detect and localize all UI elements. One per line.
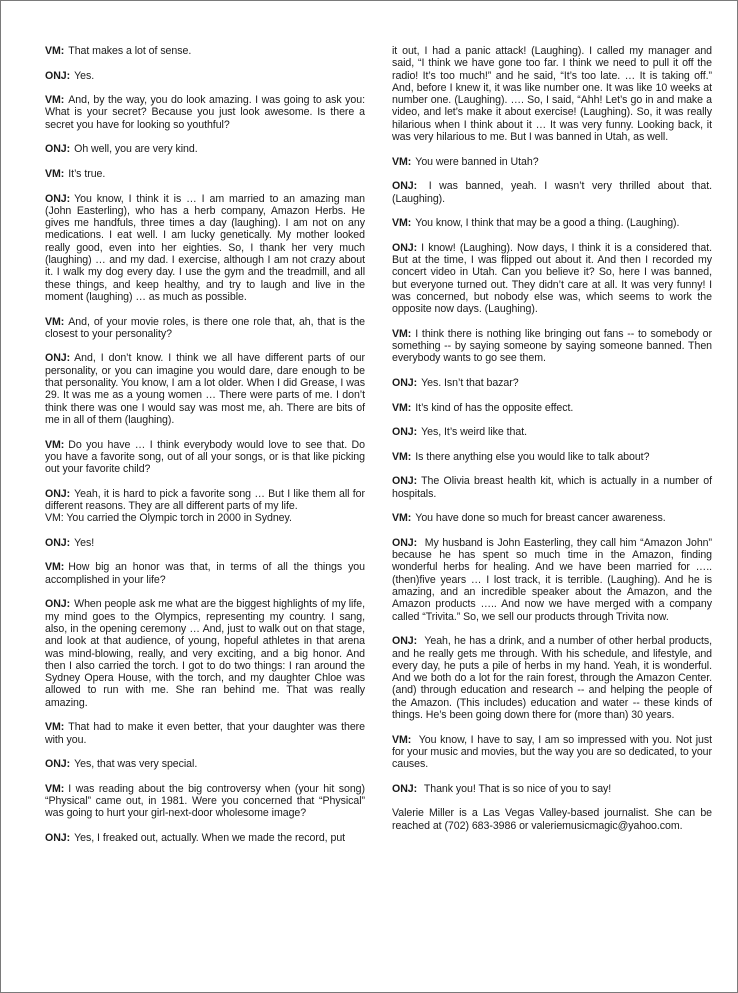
paragraph xyxy=(45,758,365,770)
paragraph-text: Yeah, he has a drink, and a number of other herbal products, and he really gets me through. With his schedule, and lifestyle, and every day, he puts a pile of herbs in my hand. Yeah, it is wonderful. And we both do a lot for the rain forest, through the Amazon Center. (and) through education and research -- and helping the people of the Amazon. (This includes) education and water -- these kinds of things. He’s been going down there for (more than) 30 years. xyxy=(392,635,712,722)
speaker-label: ONJ: xyxy=(45,536,71,549)
paragraph xyxy=(45,783,365,820)
speaker-label: VM: xyxy=(45,721,65,734)
speaker-label: ONJ: xyxy=(45,69,71,82)
paragraph-text: Yes, I freaked out, actually. When we made the record, put xyxy=(74,832,346,844)
paragraph-text: I was banned, yeah. I wasn’t very thrilled about that. (Laughing). xyxy=(392,180,712,205)
paragraph-text: How big an honor was that, in terms of all the things you accomplished in your life? xyxy=(45,561,365,586)
paragraph-text: And, of your movie roles, is there one role that, ah, that is the closest to your personality? xyxy=(45,315,365,340)
speaker-label: ONJ: xyxy=(45,352,71,365)
paragraph-text: Yes. Isn’t that bazar? xyxy=(421,377,519,390)
paragraph-text: You were banned in Utah? xyxy=(415,155,539,168)
speaker-label: VM: xyxy=(45,45,65,57)
speaker-label: ONJ: xyxy=(392,536,418,549)
speaker-label: ONJ: xyxy=(45,758,71,771)
speaker-label: ONJ: xyxy=(392,475,418,488)
speaker-label: VM: xyxy=(45,167,65,180)
paragraph xyxy=(392,512,712,524)
speaker-label: VM: xyxy=(392,217,412,230)
paragraph xyxy=(45,143,365,155)
speaker-label: VM: xyxy=(392,155,412,168)
paragraph xyxy=(45,488,365,525)
speaker-label: VM: xyxy=(45,782,65,795)
paragraph xyxy=(45,439,365,476)
paragraph xyxy=(45,598,365,709)
speaker-label: ONJ: xyxy=(392,635,418,648)
paragraph-text: Do you have … I think everybody would love to see that. Do you have a favorite song, out of all your songs, or is that like picking out your favorite child? xyxy=(45,438,365,476)
speaker-label: VM: xyxy=(392,733,412,746)
paragraph-text: Yes! xyxy=(74,536,95,549)
paragraph xyxy=(392,242,712,316)
speaker-label: VM: xyxy=(45,94,65,107)
speaker-label: VM: xyxy=(392,450,412,463)
speaker-label: VM: xyxy=(392,512,412,525)
paragraph xyxy=(45,168,365,180)
paragraph-text: And, by the way, you do look amazing. I was going to ask you: What is your secret? Because you just look awesome. Is there a secret you have for looking so youthful? xyxy=(45,94,365,131)
paragraph xyxy=(45,352,365,426)
paragraph xyxy=(392,402,712,414)
paragraph xyxy=(392,156,712,168)
paragraph-text: I know! (Laughing). Now days, I think it is a considered that. But at the time, I was flipped out about it. And then I recorded my concert video in Utah. Can you believe it? So, here I was banned, but everyone turned out. They didn’t care at all. It was very funny! I was concerned, but nobody else was, which seems to work the opposite now days. (Laughing). xyxy=(392,241,712,316)
paragraph xyxy=(45,45,365,57)
speaker-label: ONJ: xyxy=(392,426,418,439)
speaker-label: ONJ: xyxy=(392,241,418,254)
speaker-label: ONJ: xyxy=(392,782,418,795)
right-column xyxy=(392,45,712,844)
paragraph-text: Is there anything else you would like to talk about? xyxy=(415,450,650,463)
speaker-label: ONJ: xyxy=(45,832,71,844)
paragraph-text: I was reading about the big controversy when (your hit song) “Physical” came out, in 1981. Were you concerned that “Physical” was going to hurt your girl-next-door wholesome image? xyxy=(45,782,365,820)
paragraph xyxy=(392,426,712,438)
paragraph xyxy=(392,734,712,771)
paragraph xyxy=(392,783,712,795)
left-column xyxy=(45,45,365,857)
paragraph xyxy=(392,537,712,623)
paragraph-text: That makes a lot of sense. xyxy=(68,45,192,57)
paragraph-text: Valerie Miller is a Las Vegas Valley-based journalist. She can be reached at (702) 683-3986 or valeriemusicmagic@yahoo.com. xyxy=(392,807,712,832)
speaker-label: VM: xyxy=(45,438,65,451)
paragraph xyxy=(392,180,712,205)
paragraph xyxy=(392,377,712,389)
paragraph xyxy=(45,70,365,82)
speaker-label: VM: xyxy=(45,561,65,574)
paragraph-text: I think there is nothing like bringing out fans -- to somebody or something -- by saying someone by saying someone banned. Then everybody wants to go see them. xyxy=(392,327,712,365)
paragraph-text: You know, I think that may be a good a thing. (Laughing). xyxy=(415,217,680,230)
paragraph xyxy=(45,94,365,131)
paragraph xyxy=(45,537,365,549)
speaker-label: ONJ: xyxy=(45,192,71,205)
paragraph-text: Yes, that was very special. xyxy=(74,758,198,771)
speaker-label: ONJ: xyxy=(392,377,418,390)
paragraph-extra-line: VM: You carried the Olympic torch in 2000 in Sydney. xyxy=(45,512,292,525)
paragraph xyxy=(392,635,712,721)
speaker-label: ONJ: xyxy=(45,598,71,611)
paragraph xyxy=(45,721,365,746)
paragraph-text: You know, I have to say, I am so impressed with you. Not just for your music and movies, but the way you are so dedicated, to your causes. xyxy=(392,733,712,771)
paragraph xyxy=(45,832,365,844)
paragraph-text: When people ask me what are the biggest highlights of my life, my mind goes to the Olympics, representing my country. I sang, also, in the opening ceremony … And, just to walk out on that stage, and look at that audience, of young, hopeful athletes in that arena was mind-blowing, really, and very exciting, and a big honor. And then I also carried the torch. I got to do two things: I ran around the Sydney Opera House, with the torch, and my daughter Chloe was allowed to run with me. She ran behind me. That was really amazing. xyxy=(45,598,365,709)
paragraph xyxy=(392,217,712,229)
paragraph xyxy=(392,451,712,463)
paragraph-text: You have done so much for breast cancer awareness. xyxy=(415,512,666,525)
speaker-label: ONJ: xyxy=(45,143,71,156)
paragraph xyxy=(392,328,712,365)
speaker-label: VM: xyxy=(392,401,412,414)
paragraph-text: Yes, It’s weird like that. xyxy=(421,426,527,439)
paragraph-text: And, I don’t know. I think we all have different parts of our personality, or you can imagine you would dare, dare enough to be that personality. You know, I am a lot older. When I did Grease, I was 29. It was me as a young women … There were parts of me. I don’t think there was one I would say was most me, ah. There are bits of me in all of them (laughing). xyxy=(45,352,365,426)
paragraph-text: That had to make it even better, that your daughter was there with you. xyxy=(45,721,365,746)
paragraph-text: Yes. xyxy=(74,69,95,82)
paragraph xyxy=(45,316,365,341)
paragraph-text: Oh well, you are very kind. xyxy=(74,143,198,156)
paragraph-text: Thank you! That is so nice of you to say! xyxy=(421,782,612,795)
speaker-label: ONJ: xyxy=(392,180,418,193)
paragraph xyxy=(392,45,712,143)
paragraph-text: The Olivia breast health kit, which is actually in a number of hospitals. xyxy=(392,475,712,500)
paragraph-text: My husband is John Easterling, they call him “Amazon John” because he has spent so much time in the Amazon, finding wonderful herbs for healing. And we have been married for ….. (then)five years … I lost track, it is terrible. (Laughing). And he is amazing, and an incredible speaker about the Amazon, and the Amazon products ….. And now we have merged with a company called “Trivita.” So, we sell our products through Trivita now. xyxy=(392,536,712,623)
paragraph xyxy=(392,807,712,832)
paragraph xyxy=(45,561,365,586)
speaker-label: VM: xyxy=(45,315,65,328)
speaker-label: ONJ: xyxy=(45,487,71,500)
paragraph-text: it out, I had a panic attack! (Laughing). I called my manager and said, “I think we have gone too far. I think we need to pull it off the radio! It’s too much!” and he said, “It’s too late. … It is taking off.” And, before I knew it, it was like number one. It was like 10 weeks at number one. (Laughing). …. So, I said, “Ahh! Let’s go in and make a video, and let’s make it about exercise! (Laughing). So, it was really hilarious when I think about it … It was very funny. Looking back, it was very hilarious to me. But I was banned in Utah, as well. xyxy=(392,45,712,144)
speaker-label: VM: xyxy=(392,327,412,340)
paragraph-text: It’s true. xyxy=(68,167,106,180)
paragraph-text: Yeah, it is hard to pick a favorite song … But I like them all for different reasons. They are all different parts of my life. xyxy=(45,487,365,512)
paragraph-text: It’s kind of has the opposite effect. xyxy=(415,401,574,414)
paragraph-text: You know, I think it is … I am married to an amazing man (John Easterling), who has a herb company, Amazon Herbs. He gives me handfuls, three times a day (laughing). I am not on any medications. I eat well. I am lucky genetically. My mother looked really good, even into her eighties. So, I thank her very much (laughing) … and my dad. I exercise, although I am not crazy about it. I walk my dog every day. I use the gym and the treadmill, and all these things, and keep healthy, and try to laugh and live in the moment (laughing) … as much as possible. xyxy=(45,192,365,303)
paragraph xyxy=(392,475,712,500)
paragraph xyxy=(45,193,365,304)
